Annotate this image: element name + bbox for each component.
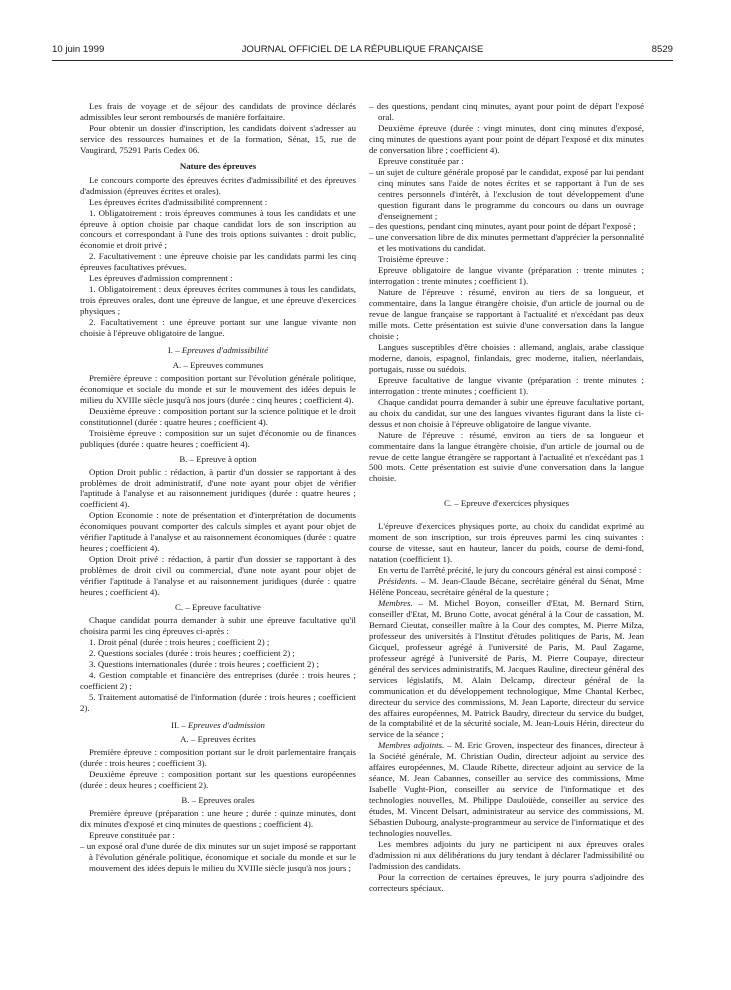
list-item: – un exposé oral d'une durée de dix minutes sur un sujet imposé se rapportant à l'évolution générale politique, économique et sociale du monde et sur le mouvement des idées depuis le milieu du XVIIIe siècle jusqu'à nos jours ; [80, 841, 356, 873]
paragraph: Première épreuve : composition portant sur le droit parlementaire français (durée : trois heures ; coefficient 3). [80, 747, 356, 769]
paragraph: Les membres adjoints du jury ne participent ni aux épreuves orales d'admission ni aux délibérations du jury tendant à déclarer l'admissibilité ou l'admission des candidats. [369, 838, 644, 871]
paragraph: Les épreuves d'admission comprennent : [89, 273, 233, 284]
paragraph: Deuxième épreuve (durée : vingt minutes, dont cinq minutes d'exposé, cinq minutes de questions ayant pour point de départ l'exposé et dix minutes de conversation libre ; coefficient 4). [369, 122, 644, 155]
subsection-heading: A. – Epreuves écrites [180, 734, 256, 745]
list-item: 4. Gestion comptable et financière des entreprises (durée : trois heures ; coefficient 2) ; [80, 669, 356, 691]
paragraph: 1. Obligatoirement : trois épreuves communes à tous les candidats et une épreuve à option choisie par chaque candidat lors de son inscription au concours et correspondant à l'une des trois options suivantes : droit public, économie et droit privé ; [80, 207, 356, 251]
jury-role-label: Membres. [378, 597, 413, 608]
right-column [369, 101, 644, 894]
jury-members: – M. Jean-Claude Bécane, secrétaire général du Sénat, Mme Hélène Ponceau, secrétaire général de la questure ; [369, 576, 644, 598]
spacer [369, 484, 644, 494]
paragraph: Chaque candidat pourra demander à subir une épreuve facultative qu'il choisira parmi les cinq épreuves ci-après : [80, 614, 356, 636]
paragraph: Nature de l'épreuve : résumé, environ au tiers de sa longueur et commentaire dans la langue étrangère choisie, d'un article de journal ou de revue de cette langue étrangère se rapportant à l'actualité et n'excédant pas 1 500 mots. Cette présentation est suivie d'une conversation dans la langue choisie. [369, 429, 644, 484]
section-title: Epreuves d'admission [187, 719, 265, 730]
paragraph [369, 740, 644, 839]
subsection-heading: B. – Epreuve à option [179, 453, 257, 464]
list-item: – un sujet de culture générale proposé par le candidat, exposé par lui pendant cinq minutes sans l'aide de notes écrites et se rapportant à l'un de ses centres personnels d'intérêt, à l'exclusion de tout développement d'une question figurant dans le programme du concours ou dans un ouvrage d'enseignement ; [369, 166, 644, 221]
left-column [80, 101, 356, 874]
paragraph: Première épreuve : composition portant sur l'évolution générale politique, économique et sociale du monde et sur le mouvement des idées depuis le milieu du XVIIIe siècle jusqu'à nos jours (durée : cinq heures ; coefficient 4). [80, 372, 356, 405]
paragraph: Langues susceptibles d'être choisies : allemand, anglais, arabe classique moderne, danois, espagnol, finlandais, grec moderne, italien, néerlandais, portugais, russe ou suédois. [369, 341, 644, 374]
paragraph: Première épreuve (préparation : une heure ; durée : quinze minutes, dont dix minutes d'exposé et cinq minutes de questions ; coefficient 4). [80, 808, 356, 830]
header-title: JOURNAL OFFICIEL DE LA RÉPUBLIQUE FRANÇAISE [241, 44, 484, 55]
section-heading [80, 720, 356, 731]
header-rule [52, 60, 673, 61]
list-item: 1. Droit pénal (durée : trois heures ; coefficient 2) ; [89, 636, 270, 647]
paragraph: 2. Facultativement : une épreuve choisie par les candidats parmi les cinq épreuves facultatives prévues. [80, 251, 356, 273]
paragraph: Troisième épreuve : [378, 254, 449, 265]
subsection-heading: C. – Epreuve facultative [175, 601, 261, 612]
paragraph: Option Droit public : rédaction, à partir d'un dossier se rapportant à des problèmes de droit administratif, d'une note ayant pour objet de vérifier l'aptitude à l'analyse et au raisonnement juridiques (durée : quatre heures ; coefficient 4). [80, 466, 356, 510]
subsection-heading: A. – Epreuves communes [172, 359, 264, 370]
list-item: 5. Traitement automatisé de l'information (durée : trois heures ; coefficient 2). [80, 691, 356, 713]
paragraph: Epreuve facultative de langue vivante (préparation : trente minutes ; interrogation : trente minutes ; coefficient 1). [369, 374, 644, 396]
list-item: – des questions, pendant cinq minutes, ayant pour point de départ l'exposé ; [369, 221, 636, 232]
paragraph: 1. Obligatoirement : deux épreuves écrites communes à tous les candidats, trois épreuves orales, dont une épreuve de langue, et une épreuve d'exercices physiques ; [80, 284, 356, 317]
jury-members: – M. Michel Boyon, conseiller d'Etat, M. Bernard Stirn, conseiller d'Etat, M. Bruno Cotte, avocat général à la Cour de cassation, M. Bernard Cieutat, conseiller maître à la Cour des comptes, M. Pierre Milza, professeur des universités à l'Institut d'études politiques de Paris, M. Jean Gicquel, professeur agrégé à l'université de Paris, M. Paul Zagame, professeur agrégé à l'université de Paris, M. Pierre Coupaye, directeur général des services administratifs, M. Jacques Rauline, directeur général des services législatifs, M. Alain Delcamp, directeur général de la communication et du développement technologique, Mme Chantal Kerbec, directeur du service des commissions, M. Jean Laporte, directeur du service des affaires européennes, M. Patrick Baudry, directeur du service du budget, de la comptabilité et de la sécurité sociale, M. Jean-Louis Hérin, directeur du service de la séance ; [369, 597, 644, 740]
page-header [52, 44, 673, 58]
section-heading [80, 345, 356, 356]
section-title: Epreuves d'admissibilité [181, 345, 269, 356]
paragraph: Pour obtenir un dossier d'inscription, les candidats doivent s'adresser au service des ressources humaines et de la formation, Sénat, 15, rue de Vaugirard, 75291 Paris Cedex 06. [80, 122, 356, 155]
paragraph: Epreuve constituée par : [378, 155, 464, 166]
list-item: – une conversation libre de dix minutes permettant d'apprécier la personnalité et les motivations du candidat. [369, 232, 644, 254]
paragraph: Les frais de voyage et de séjour des candidats de province déclarés admissibles leur seront remboursés de manière forfaitaire. [80, 101, 356, 122]
paragraph: Pour la correction de certaines épreuves, le jury pourra s'adjoindre des correcteurs spéciaux. [369, 871, 644, 893]
list-item: – des questions, pendant cinq minutes, ayant pour point de départ l'exposé oral. [369, 101, 644, 122]
jury-role-label: Présidents. [378, 576, 418, 587]
section-heading: Nature des épreuves [179, 160, 257, 171]
paragraph: Option Droit privé : rédaction, à partir d'un dossier se rapportant à des problèmes de droit civil ou commercial, d'une note ayant pour objet de vérifier l'aptitude à l'analyse et au raisonnement juridiques (durée : quatre heures ; coefficient 4). [80, 554, 356, 598]
jury-role-label: Membres adjoints. [378, 740, 445, 751]
section-number: I. – [167, 345, 180, 356]
subsection-heading: C. – Epreuve d'exercices physiques [443, 498, 570, 509]
spacer [369, 511, 644, 521]
paragraph: Les épreuves écrites d'admissibilité comprennent : [89, 196, 268, 207]
header-date: 10 juin 1999 [52, 44, 105, 55]
paragraph: Le concours comporte des épreuves écrites d'admissibilité et des épreuves d'admission (épreuves écrites et orales). [80, 174, 356, 196]
paragraph: Epreuve constituée par : [89, 830, 175, 841]
paragraph [369, 598, 644, 740]
paragraph [369, 576, 644, 598]
paragraph: Troisième épreuve : composition sur un sujet d'économie ou de finances publiques (durée : quatre heures ; coefficient 4). [80, 427, 356, 449]
subsection-heading: B. – Epreuves orales [181, 795, 255, 806]
paragraph: En vertu de l'arrêté précité, le jury du concours général est ainsi composé : [378, 565, 642, 576]
paragraph: Chaque candidat pourra demander à subir une épreuve facultative portant, au choix du candidat, sur une des langues vivantes figurant dans la liste ci-dessus et non choisie à l'épreuve obligatoire de langue vivante. [369, 396, 644, 429]
paragraph: Deuxième épreuve : composition portant sur les questions européennes (durée : deux heures ; coefficient 2). [80, 769, 356, 791]
paragraph: L'épreuve d'exercices physiques porte, au choix du candidat exprimé au moment de son inscription, sur trois épreuves parmi les cinq suivantes : course de vitesse, saut en hauteur, lancer du poids, course de demi-fond, natation (coefficient 1). [369, 521, 644, 565]
paragraph: Deuxième épreuve : composition portant sur la science politique et le droit constitutionnel (durée : quatre heures ; coefficient 4). [80, 405, 356, 427]
jury-members: – M. Eric Groven, inspecteur des finances, directeur à la Société générale, M. Christian Oudin, directeur adjoint au service des affaires européennes, M. Claude Ribette, directeur adjoint au service de la séance, M. Jean Cabannes, conseiller au service des commissions, Mme Isabelle Vught-Pion, conseiller au service de l'informatique et des technologies nouvelles, M. Philippe Dauloüède, conseiller au service des études, M. Vincent Delsart, administrateur au service des commissions, M. Sébastien Dubourg, analyste-programmeur au service de l'informatique et des technologies nouvelles. [369, 740, 644, 838]
paragraph: Option Economie : note de présentation et d'interprétation de documents économiques pouvant comporter des calculs simples et ayant pour objet de vérifier l'aptitude à l'analyse et au raisonnement économiques (durée : quatre heures ; coefficient 4). [80, 510, 356, 554]
paragraph: Nature de l'épreuve : résumé, environ au tiers de sa longueur, et commentaire, dans la langue étrangère choisie, d'un article de journal ou de revue de langue française se rapportant à l'actualité et n'excédant pas deux mille mots. Cette présentation est suivie d'une conversation dans la langue choisie ; [369, 287, 644, 342]
page-number: 8529 [651, 44, 673, 55]
list-item: 3. Questions internationales (durée : trois heures ; coefficient 2) ; [89, 658, 319, 669]
paragraph: Epreuve obligatoire de langue vivante (préparation : trente minutes ; interrogation : trente minutes ; coefficient 1). [369, 265, 644, 287]
section-number: II. – [171, 719, 186, 730]
paragraph: 2. Facultativement : une épreuve portant sur une langue vivante non choisie à l'épreuve obligatoire de langue. [80, 317, 356, 339]
list-item: 2. Questions sociales (durée : trois heures ; coefficient 2) ; [89, 647, 295, 658]
